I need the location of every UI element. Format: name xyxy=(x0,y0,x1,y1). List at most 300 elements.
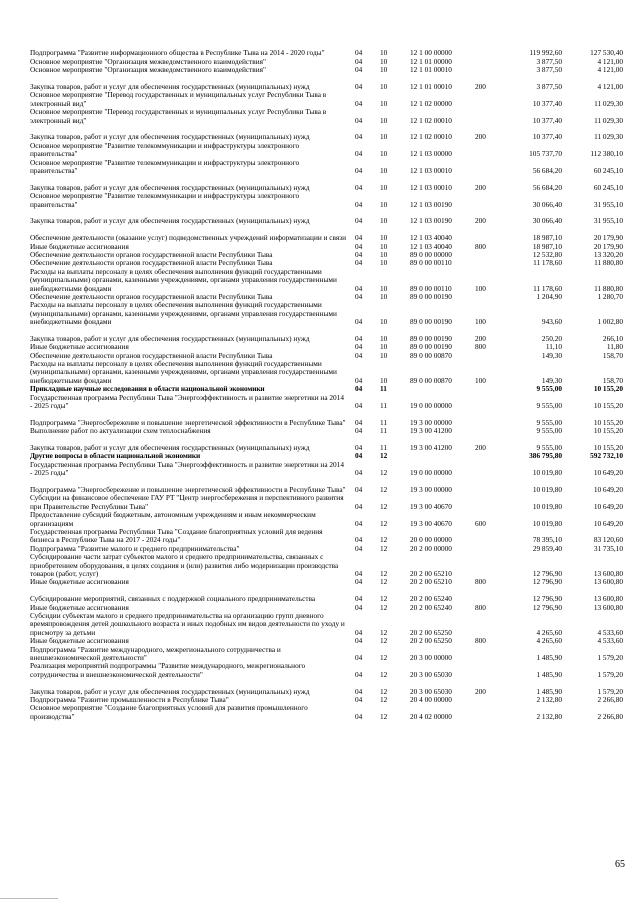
amount-year1-cell: 9 555,00 xyxy=(536,401,562,411)
section-code-cell: 04 xyxy=(355,98,363,108)
table-row xyxy=(30,646,622,663)
target-article-cell: 19 0 00 00000 xyxy=(410,468,452,478)
target-article-cell: 19 3 00 00000 xyxy=(410,485,452,494)
target-article-cell: 20 2 00 65210 xyxy=(410,577,452,587)
row-name-cell: Подпрограмма "Энергосбережение и повышение энергетической эффективности в Республике Тыва" xyxy=(30,485,346,494)
target-article-cell: 12 1 01 00000 xyxy=(410,56,452,66)
subsection-code-cell: 11 xyxy=(380,426,388,436)
row-name-cell: Основное мероприятие "Развитие телекоммуникации и инфраструктуры электронного правительства" xyxy=(30,157,300,175)
row-name-cell: Выполнение работ по актуализации схем теплоснабжения xyxy=(30,426,211,436)
target-article-cell: 89 0 00 00000 xyxy=(410,249,452,259)
target-article-cell: 20 3 00 00000 xyxy=(410,652,452,662)
row-name-cell: Обеспечение деятельности органов государственной власти Республики Тыва xyxy=(30,291,273,301)
amount-year1-cell: 10 019,80 xyxy=(532,485,562,494)
section-code-cell: 04 xyxy=(355,65,363,75)
amount-year1-cell: 56 684,20 xyxy=(532,182,562,192)
amount-year2-cell: 1 579,20 xyxy=(597,686,623,696)
subsection-code-cell: 12 xyxy=(380,636,388,646)
amount-year1-cell: 9 555,00 xyxy=(536,384,562,394)
row-name-cell: Иные бюджетные ассигнования xyxy=(30,241,129,251)
subsection-code-cell: 10 xyxy=(380,283,388,293)
table-row xyxy=(30,125,622,142)
section-code-cell: 04 xyxy=(355,694,363,704)
amount-year1-cell: 12 796,90 xyxy=(532,602,562,612)
target-article-cell: 19 3 00 41200 xyxy=(410,426,452,436)
subsection-code-cell: 12 xyxy=(380,711,388,721)
amount-year1-cell: 1 485,90 xyxy=(536,686,562,696)
row-name-cell: Закупка товаров, работ и услуг для обеспечения государственных (муниципальных) нужд xyxy=(30,182,310,192)
amount-year2-cell: 10 649,20 xyxy=(593,485,623,494)
expense-type-cell: 800 xyxy=(475,241,486,251)
row-name-cell: Реализация мероприятий подпрограммы "Развитие международного, межрегионального сотрудничества и внешнеэкономической деятельности" xyxy=(30,661,306,679)
amount-year2-cell: 158,70 xyxy=(602,375,623,385)
amount-year1-cell: 3 877,50 xyxy=(536,56,562,66)
section-code-cell: 04 xyxy=(355,375,363,385)
target-article-cell: 12 1 03 00010 xyxy=(410,182,452,192)
amount-year1-cell: 10 377,40 xyxy=(532,115,562,125)
target-article-cell: 12 1 00 00000 xyxy=(410,48,452,58)
section-code-cell: 04 xyxy=(355,342,363,352)
amount-year1-cell: 12 796,90 xyxy=(532,594,562,604)
amount-year2-cell: 127 530,40 xyxy=(590,48,623,58)
amount-year1-cell: 18 987,10 xyxy=(532,233,562,243)
row-name-cell: Субсидии субъектам малого и среднего предпринимательства на организацию групп дневного времяпровождения детей дошкольного возраста и иных подобных им видов деятельности по уходу и присмотру за детьми xyxy=(30,610,345,637)
target-article-cell: 12 1 02 00000 xyxy=(410,98,452,108)
table-row xyxy=(30,66,622,74)
row-name-cell: Прикладные научные исследования в области национальной экономики xyxy=(30,384,265,394)
table-row xyxy=(30,209,622,226)
row-name-cell: Основное мероприятие "Развитие телекоммуникации и инфраструктуры электронного правительства" xyxy=(30,140,300,159)
amount-year1-cell: 18 987,10 xyxy=(532,241,562,251)
table-row xyxy=(30,394,622,411)
target-article-cell: 89 0 00 00110 xyxy=(410,258,452,268)
section-code-cell: 04 xyxy=(355,249,363,259)
amount-year1-cell: 10 019,80 xyxy=(532,501,562,511)
amount-year1-cell: 30 066,40 xyxy=(532,216,562,226)
section-code-cell: 04 xyxy=(355,48,363,58)
target-article-cell: 89 0 00 00190 xyxy=(410,317,452,327)
target-article-cell: 89 0 00 00190 xyxy=(410,342,452,352)
section-code-cell: 04 xyxy=(355,636,363,646)
section-code-cell: 04 xyxy=(355,283,363,293)
table-row xyxy=(30,553,622,578)
section-code-cell: 04 xyxy=(355,199,363,209)
subsection-code-cell: 10 xyxy=(380,48,388,58)
table-row xyxy=(30,612,622,637)
row-name-cell: Подпрограмма "Развитие информационного общества в Республике Тыва на 2014 - 2020 годы" xyxy=(30,48,325,58)
amount-year1-cell: 10 377,40 xyxy=(532,98,562,108)
amount-year1-cell: 11,10 xyxy=(545,342,562,352)
amount-year2-cell: 1 002,80 xyxy=(597,317,623,327)
amount-year2-cell: 4 121,00 xyxy=(597,56,623,66)
subsection-code-cell: 10 xyxy=(380,375,388,385)
section-code-cell: 04 xyxy=(355,501,363,511)
amount-year1-cell: 1 485,90 xyxy=(536,652,562,662)
expense-type-cell: 800 xyxy=(475,342,486,352)
subsection-code-cell: 12 xyxy=(380,694,388,704)
row-name-cell: Подпрограмма "Развитие малого и среднего предпринимательства" xyxy=(30,543,240,553)
row-name-cell: Основное мероприятие "Развитие телекоммуникации и инфраструктуры электронного правительства" xyxy=(30,191,300,209)
subsection-code-cell: 12 xyxy=(380,652,388,662)
target-article-cell: 20 2 00 65250 xyxy=(410,636,452,646)
expense-type-cell: 800 xyxy=(475,602,486,612)
subsection-code-cell: 12 xyxy=(380,543,388,553)
amount-year2-cell: 112 380,10 xyxy=(590,149,623,159)
row-name-cell: Предоставление субсидий бюджетным, автономным учреждениям и иным некоммерческим организациям xyxy=(30,510,316,528)
target-article-cell: 89 0 00 00870 xyxy=(410,375,452,385)
section-code-cell: 04 xyxy=(355,711,363,721)
target-article-cell: 20 3 00 65030 xyxy=(410,669,452,679)
amount-year2-cell: 10 155,20 xyxy=(593,426,623,436)
subsection-code-cell: 12 xyxy=(380,686,388,696)
subsection-code-cell: 10 xyxy=(380,98,388,108)
amount-year1-cell: 12 796,90 xyxy=(532,568,562,578)
target-article-cell: 20 4 00 00000 xyxy=(410,694,452,704)
target-article-cell: 12 1 03 40040 xyxy=(410,241,452,251)
row-name-cell: Подпрограмма "Энергосбережение и повышение энергетической эффективности в Республике Тыва" xyxy=(30,417,346,427)
table-row xyxy=(30,494,622,511)
target-article-cell: 12 1 02 00010 xyxy=(410,115,452,125)
table-row xyxy=(30,436,622,453)
subsection-code-cell: 10 xyxy=(380,249,388,259)
section-code-cell: 04 xyxy=(355,241,363,251)
row-name-cell: Иные бюджетные ассигнования xyxy=(30,602,129,612)
table-row xyxy=(30,427,622,435)
expense-type-cell: 200 xyxy=(475,81,486,91)
row-name-cell: Основное мероприятие "Создание благоприятных условий для развития промышленного производства" xyxy=(30,703,308,721)
section-code-cell: 04 xyxy=(355,182,363,192)
amount-year1-cell: 1 204,90 xyxy=(536,291,562,301)
row-name-cell: Государственная программа Республики Тыва "Создание благоприятных условий для ведения бизнеса в Республике Тыва на 2017 - 2024 годы" xyxy=(30,526,323,545)
amount-year2-cell: 31 955,10 xyxy=(593,199,623,209)
amount-year1-cell: 3 877,50 xyxy=(536,65,562,75)
amount-year2-cell: 11 029,30 xyxy=(594,98,623,108)
amount-year2-cell: 10 649,20 xyxy=(593,501,623,511)
row-name-cell: Иные бюджетные ассигнования xyxy=(30,577,129,587)
row-name-cell: Государственная программа Республики Тыва "Энергоэффективность и развитие энергетики на 2014 - 2025 годы" xyxy=(30,459,344,478)
amount-year2-cell: 83 120,60 xyxy=(593,535,623,545)
section-code-cell: 04 xyxy=(355,417,363,427)
subsection-code-cell: 12 xyxy=(380,451,388,461)
row-name-cell: Государственная программа Республики Тыва "Энергоэффективность и развитие энергетики на 2014 - 2025 годы" xyxy=(30,392,344,411)
row-name-cell: Подпрограмма "Развитие промышленности в Республике Тыва" xyxy=(30,694,229,704)
table-row xyxy=(30,142,622,159)
target-article-cell: 19 0 00 00000 xyxy=(410,401,452,411)
row-name-cell: Основное мероприятие "Перевод государственных и муниципальных услуг Республики Тыва в электронный вид" xyxy=(30,90,327,108)
row-name-cell: Обеспечение деятельности (оказание услуг) подведомственных учреждений информатизации и связи xyxy=(30,233,347,243)
section-code-cell: 04 xyxy=(355,384,363,394)
amount-year1-cell: 1 485,90 xyxy=(536,669,562,679)
amount-year2-cell: 10 155,20 xyxy=(593,401,623,411)
target-article-cell: 19 3 00 00000 xyxy=(410,417,452,427)
amount-year1-cell: 9 555,00 xyxy=(536,426,562,436)
amount-year1-cell: 12 532,80 xyxy=(532,249,562,259)
section-code-cell: 04 xyxy=(355,333,363,343)
section-code-cell: 04 xyxy=(355,350,363,360)
amount-year2-cell: 13 600,80 xyxy=(593,577,623,587)
table-row xyxy=(30,159,622,176)
section-code-cell: 04 xyxy=(355,258,363,268)
amount-year1-cell: 30 066,40 xyxy=(532,199,562,209)
row-name-cell: Обеспечение деятельности органов государственной власти Республики Тыва xyxy=(30,258,273,268)
expense-type-cell: 200 xyxy=(475,182,486,192)
table-row xyxy=(30,41,622,58)
section-code-cell: 04 xyxy=(355,443,363,453)
section-code-cell: 04 xyxy=(355,451,363,461)
subsection-code-cell: 11 xyxy=(380,401,388,411)
row-name-cell: Основное мероприятие "Организация межведомственного взаимодействия" xyxy=(30,56,266,66)
subsection-code-cell: 10 xyxy=(380,342,388,352)
table-row xyxy=(30,478,622,495)
subsection-code-cell: 10 xyxy=(380,333,388,343)
subsection-code-cell: 10 xyxy=(380,65,388,75)
row-name-cell: Закупка товаров, работ и услуг для обеспечения государственных (муниципальных) нужд xyxy=(30,443,310,453)
subsection-code-cell: 11 xyxy=(380,417,388,427)
amount-year1-cell: 12 796,90 xyxy=(532,577,562,587)
subsection-code-cell: 12 xyxy=(380,602,388,612)
target-article-cell: 89 0 00 00110 xyxy=(410,283,452,293)
amount-year2-cell: 1 579,20 xyxy=(597,669,623,679)
section-code-cell: 04 xyxy=(355,317,363,327)
section-code-cell: 04 xyxy=(355,627,363,637)
section-code-cell: 04 xyxy=(355,216,363,226)
amount-year2-cell: 4 533,60 xyxy=(597,627,623,637)
table-row xyxy=(30,192,622,209)
amount-year1-cell: 29 859,40 xyxy=(532,543,562,553)
table-row xyxy=(30,461,622,478)
table-row xyxy=(30,301,622,326)
target-article-cell: 19 3 00 41200 xyxy=(410,443,452,453)
amount-year2-cell: 4 533,60 xyxy=(597,636,623,646)
row-name-cell: Субсидирование части затрат субъектов малого и среднего предпринимательства, связанных с приобретением оборудования, в целях создания и (или) развития либо модернизации производства товаров (работ, услуг) xyxy=(30,552,339,578)
table-row xyxy=(30,587,622,604)
subsection-code-cell: 10 xyxy=(380,149,388,159)
target-article-cell: 20 4 02 00000 xyxy=(410,711,452,721)
expense-type-cell: 600 xyxy=(475,518,486,528)
table-row xyxy=(30,108,622,125)
row-name-cell: Обеспечение деятельности органов государственной власти Республики Тыва xyxy=(30,249,273,259)
section-code-cell: 04 xyxy=(355,686,363,696)
subsection-code-cell: 11 xyxy=(380,384,387,394)
subsection-code-cell: 10 xyxy=(380,350,388,360)
row-name-cell: Закупка товаров, работ и услуг для обеспечения государственных (муниципальных) нужд xyxy=(30,686,310,696)
amount-year2-cell: 11 880,80 xyxy=(594,283,623,293)
amount-year1-cell: 9 555,00 xyxy=(536,443,562,453)
section-code-cell: 04 xyxy=(355,149,363,159)
amount-year1-cell: 3 877,50 xyxy=(536,81,562,91)
table-row xyxy=(30,175,622,192)
target-article-cell: 20 0 00 00000 xyxy=(410,535,452,545)
subsection-code-cell: 10 xyxy=(380,233,388,243)
expense-type-cell: 100 xyxy=(475,283,486,293)
subsection-code-cell: 12 xyxy=(380,518,388,528)
target-article-cell: 19 3 00 40670 xyxy=(410,501,452,511)
row-name-cell: Обеспечение деятельности органов государственной власти Республики Тыва xyxy=(30,350,273,360)
section-code-cell: 04 xyxy=(355,165,363,175)
row-name-cell: Субсидии на финансовое обеспечение ГАУ РТ "Центр энергосбережения и перспективного развития при Правительстве Республики Тыва" xyxy=(30,493,344,511)
table-row xyxy=(30,704,622,721)
target-article-cell: 89 0 00 00190 xyxy=(410,333,452,343)
table-row xyxy=(30,360,622,385)
expense-type-cell: 200 xyxy=(475,333,486,343)
section-code-cell: 04 xyxy=(355,401,363,411)
table-row xyxy=(30,528,622,545)
subsection-code-cell: 12 xyxy=(380,485,388,494)
amount-year2-cell: 10 649,20 xyxy=(593,518,623,528)
table-row xyxy=(30,511,622,528)
row-name-cell: Иные бюджетные ассигнования xyxy=(30,342,129,352)
amount-year1-cell: 10 019,80 xyxy=(532,518,562,528)
amount-year2-cell: 13 600,80 xyxy=(593,602,623,612)
amount-year1-cell: 250,20 xyxy=(541,333,562,343)
target-article-cell: 89 0 00 00870 xyxy=(410,350,452,360)
expense-type-cell: 200 xyxy=(475,443,486,453)
row-name-cell: Иные бюджетные ассигнования xyxy=(30,636,129,646)
amount-year1-cell: 119 992,60 xyxy=(529,48,562,58)
amount-year2-cell: 10 155,20 xyxy=(593,384,623,394)
expense-type-cell: 800 xyxy=(475,577,486,587)
subsection-code-cell: 10 xyxy=(380,182,388,192)
target-article-cell: 20 2 00 00000 xyxy=(410,543,452,553)
section-code-cell: 04 xyxy=(355,543,363,553)
subsection-code-cell: 12 xyxy=(380,501,388,511)
amount-year2-cell: 10 155,20 xyxy=(593,443,623,453)
target-article-cell: 12 1 03 00190 xyxy=(410,199,452,209)
section-code-cell: 04 xyxy=(355,291,363,301)
amount-year2-cell: 592 732,10 xyxy=(590,451,623,461)
amount-year1-cell: 78 395,10 xyxy=(532,535,562,545)
subsection-code-cell: 10 xyxy=(380,216,388,226)
amount-year1-cell: 10 377,40 xyxy=(532,132,562,142)
table-row xyxy=(30,226,622,243)
amount-year2-cell: 13 600,80 xyxy=(593,594,623,604)
expense-type-cell: 200 xyxy=(475,132,486,142)
target-article-cell: 12 1 01 00010 xyxy=(410,65,452,75)
amount-year2-cell: 20 179,90 xyxy=(593,241,623,251)
expense-type-cell: 200 xyxy=(475,216,486,226)
row-name-cell: Закупка товаров, работ и услуг для обеспечения государственных (муниципальных) нужд xyxy=(30,81,310,91)
section-code-cell: 04 xyxy=(355,233,363,243)
amount-year2-cell: 158,70 xyxy=(602,350,623,360)
subsection-code-cell: 10 xyxy=(380,115,388,125)
amount-year1-cell: 11 178,60 xyxy=(533,258,562,268)
subsection-code-cell: 10 xyxy=(380,56,388,66)
amount-year2-cell: 31 955,10 xyxy=(593,216,623,226)
table-row xyxy=(30,326,622,343)
amount-year2-cell: 11 880,80 xyxy=(594,258,623,268)
amount-year2-cell: 31 735,10 xyxy=(593,543,623,553)
amount-year1-cell: 2 132,80 xyxy=(536,711,562,721)
amount-year2-cell: 4 121,00 xyxy=(597,81,623,91)
target-article-cell: 20 3 00 65030 xyxy=(410,686,452,696)
subsection-code-cell: 12 xyxy=(380,535,388,545)
target-article-cell: 12 1 03 40040 xyxy=(410,233,452,243)
page-number: 65 xyxy=(615,859,625,870)
section-code-cell: 04 xyxy=(355,568,363,578)
amount-year2-cell: 11 029,30 xyxy=(594,115,623,125)
table-row xyxy=(30,679,622,696)
section-code-cell: 04 xyxy=(355,577,363,587)
amount-year2-cell: 13 600,80 xyxy=(593,568,623,578)
amount-year1-cell: 149,30 xyxy=(541,375,562,385)
table-row xyxy=(30,91,622,108)
section-code-cell: 04 xyxy=(355,594,363,604)
subsection-code-cell: 10 xyxy=(380,291,388,301)
amount-year2-cell: 4 121,00 xyxy=(597,65,623,75)
table-row xyxy=(30,662,622,679)
row-name-cell: Основное мероприятие "Организация межведомственного взаимодействия" xyxy=(30,65,266,75)
amount-year2-cell: 60 245,10 xyxy=(593,165,623,175)
section-code-cell: 04 xyxy=(355,56,363,66)
table-row xyxy=(30,410,622,427)
table-row xyxy=(30,75,622,92)
target-article-cell: 89 0 00 00190 xyxy=(410,291,452,301)
subsection-code-cell: 10 xyxy=(380,258,388,268)
target-article-cell: 12 1 02 00010 xyxy=(410,132,452,142)
row-name-cell: Расходы на выплаты персоналу в целях обеспечения выполнения функций государственными (муниципальными) органами, казенными учреждениями, органами управления государственными внебюджетными фондами xyxy=(30,300,337,327)
subsection-code-cell: 12 xyxy=(380,627,388,637)
subsection-code-cell: 12 xyxy=(380,594,388,604)
target-article-cell: 20 2 00 65240 xyxy=(410,594,452,604)
section-code-cell: 04 xyxy=(355,518,363,528)
section-code-cell: 04 xyxy=(355,81,363,91)
row-name-cell: Закупка товаров, работ и услуг для обеспечения государственных (муниципальных) нужд xyxy=(30,333,310,343)
amount-year2-cell: 11 029,30 xyxy=(594,132,623,142)
subsection-code-cell: 11 xyxy=(380,443,388,453)
amount-year1-cell: 9 555,00 xyxy=(536,417,562,427)
subsection-code-cell: 12 xyxy=(380,669,388,679)
subsection-code-cell: 10 xyxy=(380,165,388,175)
expense-type-cell: 100 xyxy=(475,375,486,385)
amount-year1-cell: 4 265,60 xyxy=(536,627,562,637)
subsection-code-cell: 12 xyxy=(380,568,388,578)
row-name-cell: Расходы на выплаты персоналу в целях обеспечения выполнения функций государственными (муниципальными) органами, казенными учреждениями, органами управления государственными внебюджетными фондами xyxy=(30,266,337,293)
amount-year2-cell: 266,10 xyxy=(602,333,623,343)
amount-year2-cell: 11,80 xyxy=(606,342,623,352)
row-name-cell: Другие вопросы в области национальной экономики xyxy=(30,451,201,461)
expense-type-cell: 800 xyxy=(475,636,486,646)
section-code-cell: 04 xyxy=(355,669,363,679)
target-article-cell: 20 2 00 65250 xyxy=(410,627,452,637)
amount-year1-cell: 4 265,60 xyxy=(536,636,562,646)
target-article-cell: 20 2 00 65210 xyxy=(410,568,452,578)
expense-type-cell: 100 xyxy=(475,317,486,327)
amount-year1-cell: 386 795,80 xyxy=(529,451,562,461)
subsection-code-cell: 12 xyxy=(380,468,388,478)
subsection-code-cell: 10 xyxy=(380,199,388,209)
target-article-cell: 12 1 03 00190 xyxy=(410,216,452,226)
amount-year2-cell: 20 179,90 xyxy=(593,233,623,243)
row-name-cell: Расходы на выплаты персоналу в целях обеспечения выполнения функций государственными (муниципальными) органами, казенными учреждениями, органами управления государственными внебюджетными фондами xyxy=(30,359,337,385)
expense-type-cell: 200 xyxy=(475,686,486,696)
subsection-code-cell: 12 xyxy=(380,577,388,587)
amount-year2-cell: 2 266,80 xyxy=(597,711,623,721)
section-code-cell: 04 xyxy=(355,115,363,125)
subsection-code-cell: 10 xyxy=(380,317,388,327)
target-article-cell: 12 1 01 00010 xyxy=(410,81,452,91)
section-code-cell: 04 xyxy=(355,602,363,612)
amount-year2-cell: 10 155,20 xyxy=(593,417,623,427)
amount-year2-cell: 2 266,80 xyxy=(597,694,623,704)
budget-table xyxy=(30,41,622,721)
section-code-cell: 04 xyxy=(355,652,363,662)
target-article-cell: 20 2 00 65240 xyxy=(410,602,452,612)
section-code-cell: 04 xyxy=(355,132,363,142)
amount-year2-cell: 10 649,20 xyxy=(593,468,623,478)
footer-rule xyxy=(0,898,58,899)
table-row xyxy=(30,578,622,586)
row-name-cell: Закупка товаров, работ и услуг для обеспечения государственных (муниципальных) нужд xyxy=(30,132,310,142)
